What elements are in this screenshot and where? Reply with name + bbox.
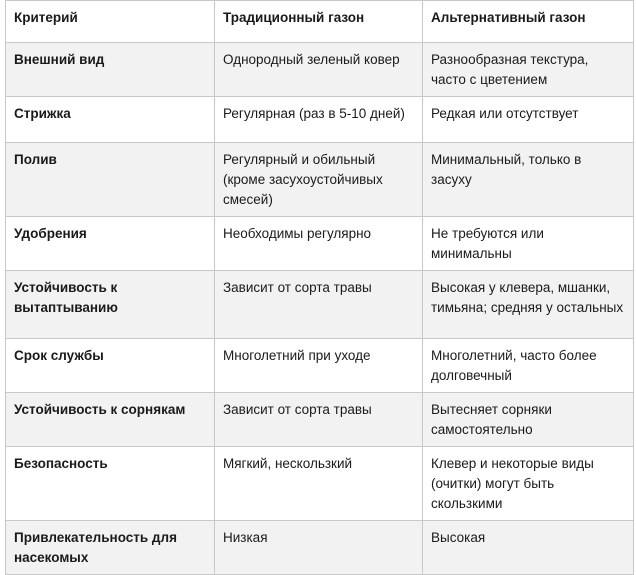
traditional-cell: Однородный зеленый ковер — [215, 43, 423, 97]
criterion-cell: Привлекательность для насекомых — [6, 521, 215, 575]
traditional-cell: Зависит от сорта травы — [215, 393, 423, 447]
alternative-cell: Высокая — [423, 521, 634, 575]
criterion-cell: Срок службы — [6, 339, 215, 393]
traditional-cell: Многолетний при уходе — [215, 339, 423, 393]
criterion-cell: Безопасность — [6, 447, 215, 521]
comparison-table — [5, 0, 634, 575]
table-row — [6, 521, 634, 575]
table-row — [6, 393, 634, 447]
traditional-cell: Регулярная (раз в 5-10 дней) — [215, 97, 423, 143]
alternative-cell: Многолетний, часто более долговечный — [423, 339, 634, 393]
table-row — [6, 143, 634, 217]
alternative-cell: Вытесняет сорняки самостоятельно — [423, 393, 634, 447]
table-row — [6, 43, 634, 97]
header-traditional: Традиционный газон — [215, 1, 423, 43]
table-row — [6, 217, 634, 271]
alternative-cell: Высокая у клевера, мшанки, тимьяна; средняя у остальных — [423, 271, 634, 339]
criterion-cell: Полив — [6, 143, 215, 217]
header-row — [6, 1, 634, 43]
alternative-cell: Разнообразная текстура, часто с цветением — [423, 43, 634, 97]
criterion-cell: Внешний вид — [6, 43, 215, 97]
criterion-cell: Удобрения — [6, 217, 215, 271]
table-row — [6, 97, 634, 143]
alternative-cell: Не требуются или минимальны — [423, 217, 634, 271]
alternative-cell: Клевер и некоторые виды (очитки) могут быть скользкими — [423, 447, 634, 521]
criterion-cell: Устойчивость к сорнякам — [6, 393, 215, 447]
table-row — [6, 271, 634, 339]
header-alternative: Альтернативный газон — [423, 1, 634, 43]
traditional-cell: Мягкий, нескользкий — [215, 447, 423, 521]
traditional-cell: Необходимы регулярно — [215, 217, 423, 271]
criterion-cell: Стрижка — [6, 97, 215, 143]
traditional-cell: Низкая — [215, 521, 423, 575]
traditional-cell: Зависит от сорта травы — [215, 271, 423, 339]
alternative-cell: Минимальный, только в засуху — [423, 143, 634, 217]
traditional-cell: Регулярный и обильный (кроме засухоустойчивых смесей) — [215, 143, 423, 217]
table-row — [6, 339, 634, 393]
header-criterion: Критерий — [6, 1, 215, 43]
table-row — [6, 447, 634, 521]
alternative-cell: Редкая или отсутствует — [423, 97, 634, 143]
criterion-cell: Устойчивость к вытаптыванию — [6, 271, 215, 339]
